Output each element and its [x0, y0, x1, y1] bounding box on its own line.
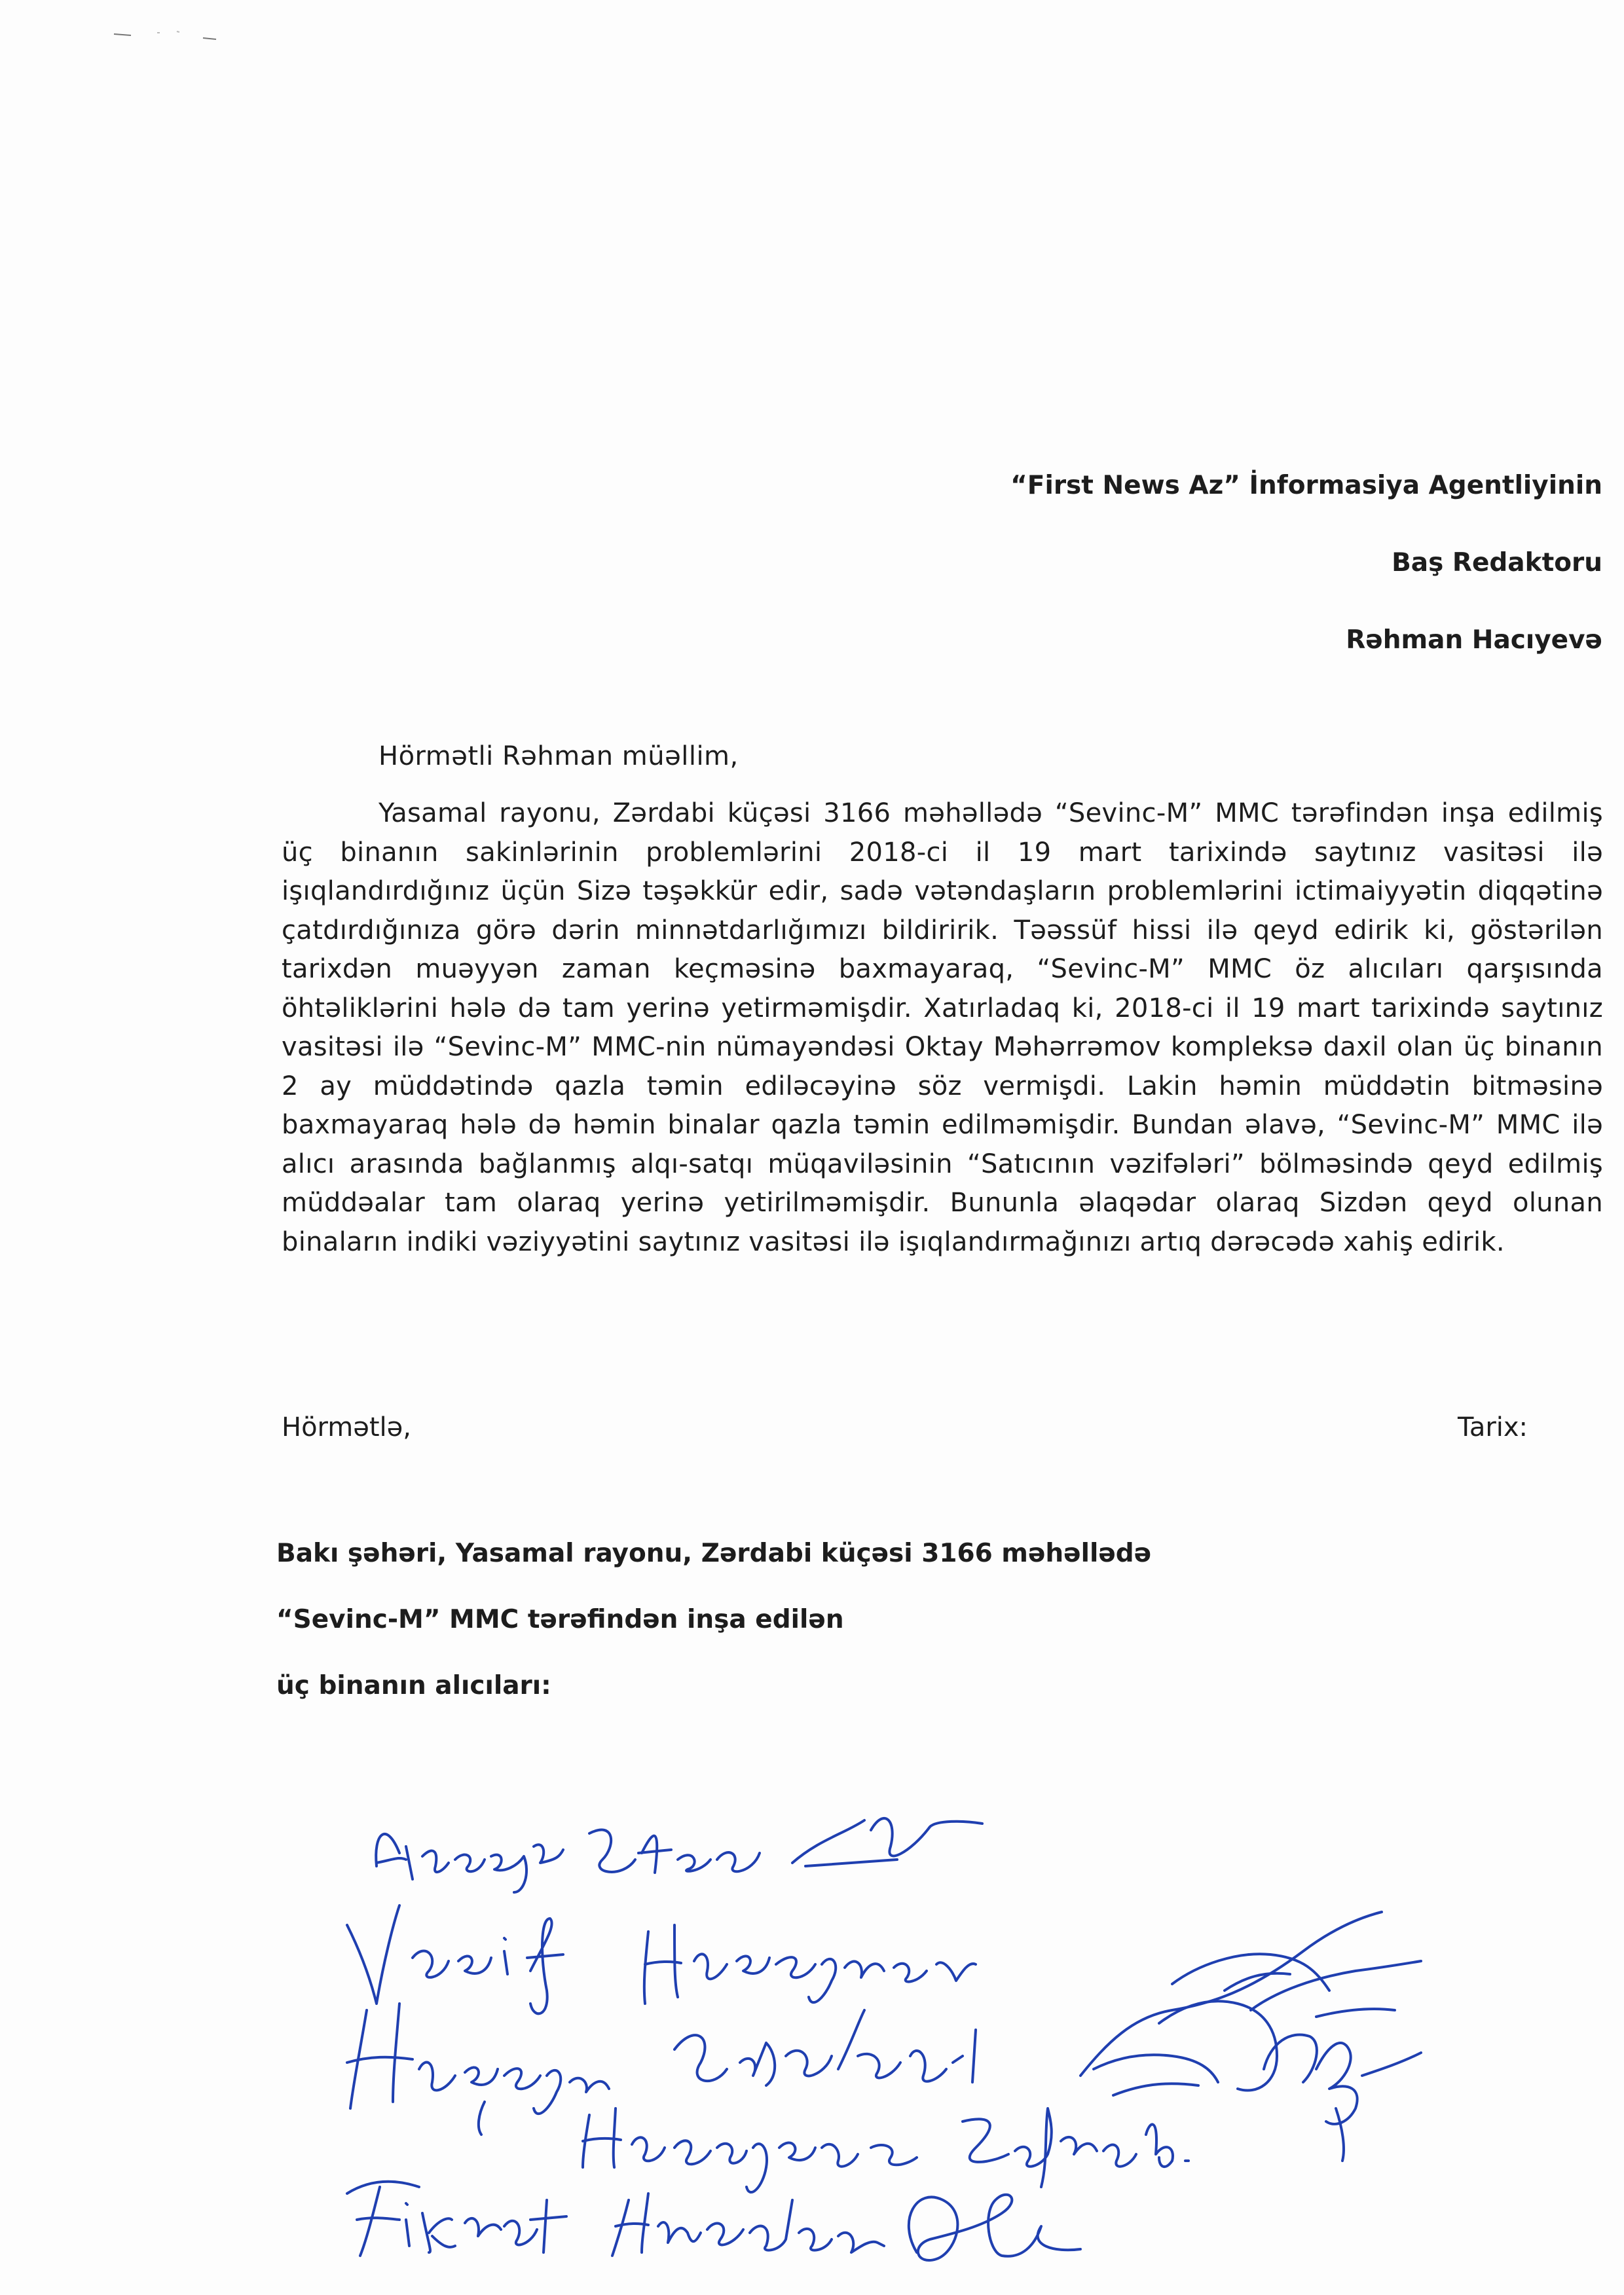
signature-scribble-small [1316, 2043, 1421, 2161]
signature-line-2 [347, 1905, 976, 2013]
signature-line-5 [347, 2182, 1080, 2260]
signers-label: üç binanın alıcıları: [276, 1671, 551, 1700]
recipient-agency: “First News Az” İnformasiya Agentliyinin [1010, 471, 1602, 500]
signature-line-1 [376, 1818, 982, 1892]
recipient-position: Baş Redaktoru [1392, 548, 1602, 578]
letter-body: Yasamal rayonu, Zərdabi küçəsi 3166 məhəllədə “Sevinc-M” MMC tərəfindən inşa edilmiş üç binanın sakinlərinin problemlərini 2018-ci il 19 mart tarixində saytınız vasitəsi ilə işıqlandırdığınız üçün Sizə təşəkkür edir, sadə vətəndaşların problemlərini ictimaiyyətin diqqətinə çatdırdığınıza görə dərin minnətdarlığımızı bildiririk. Təəssüf hissi ilə qeyd edirik ki, göstərilən tarixdən muəyyən zaman keçməsinə baxmayaraq, “Sevinc-M” MMC öz alıcıları qarşısında öhtəliklərini hələ də tam yerinə yetirməmişdir. Xatırladaq ki, 2018-ci il 19 mart tarixində saytınız vasitəsi ilə “Sevinc-M” MMC-nin nümayəndəsi Oktay Məhərrəmov kompleksə daxil olan üç binanın 2 ay müddətində qazla təmin ediləcəyinə söz vermişdi. Lakin həmin müddətin bitməsinə baxmayaraq hələ də həmin binalar qazla təmin edilməmişdir. Bundan əlavə, “Sevinc-M” MMC ilə alıcı arasında bağlanmış alqı-satqı müqaviləsinin “Satıcının vəzifələri” bölməsində qeyd edilmiş müddəalar tam olaraq yerinə yetirilməmişdir. Bununla əlaqədar olaraq Sizdən qeyd olunan binaların indiki vəziyyətini saytınız vasitəsi ilə işıqlandırmağınızı artıq dərəcədə xahiş edirik. [282, 798, 1603, 1257]
signers-builder: “Sevinc-M” MMC tərəfindən inşa edilən [276, 1605, 844, 1634]
handwritten-signatures [308, 1794, 1473, 2266]
closing: Hörmətlə, [282, 1412, 411, 1442]
signature-line-3 [347, 2004, 976, 2114]
signature-line-4 [479, 2102, 1189, 2192]
salutation: Hörmətli Rəhman müəllim, [378, 741, 739, 771]
recipient-name: Rəhman Hacıyevə [1346, 625, 1602, 655]
recipient-block [686, 471, 1602, 655]
date-label: Tarix: [1458, 1412, 1528, 1442]
signature-scribble-right [1080, 1912, 1421, 2095]
scan-artifact-mark [111, 25, 223, 45]
signers-address: Bakı şəhəri, Yasamal rayonu, Zərdabi küçəsi 3166 məhəllədə [276, 1539, 1152, 1568]
signers-heading [276, 1537, 1151, 1736]
